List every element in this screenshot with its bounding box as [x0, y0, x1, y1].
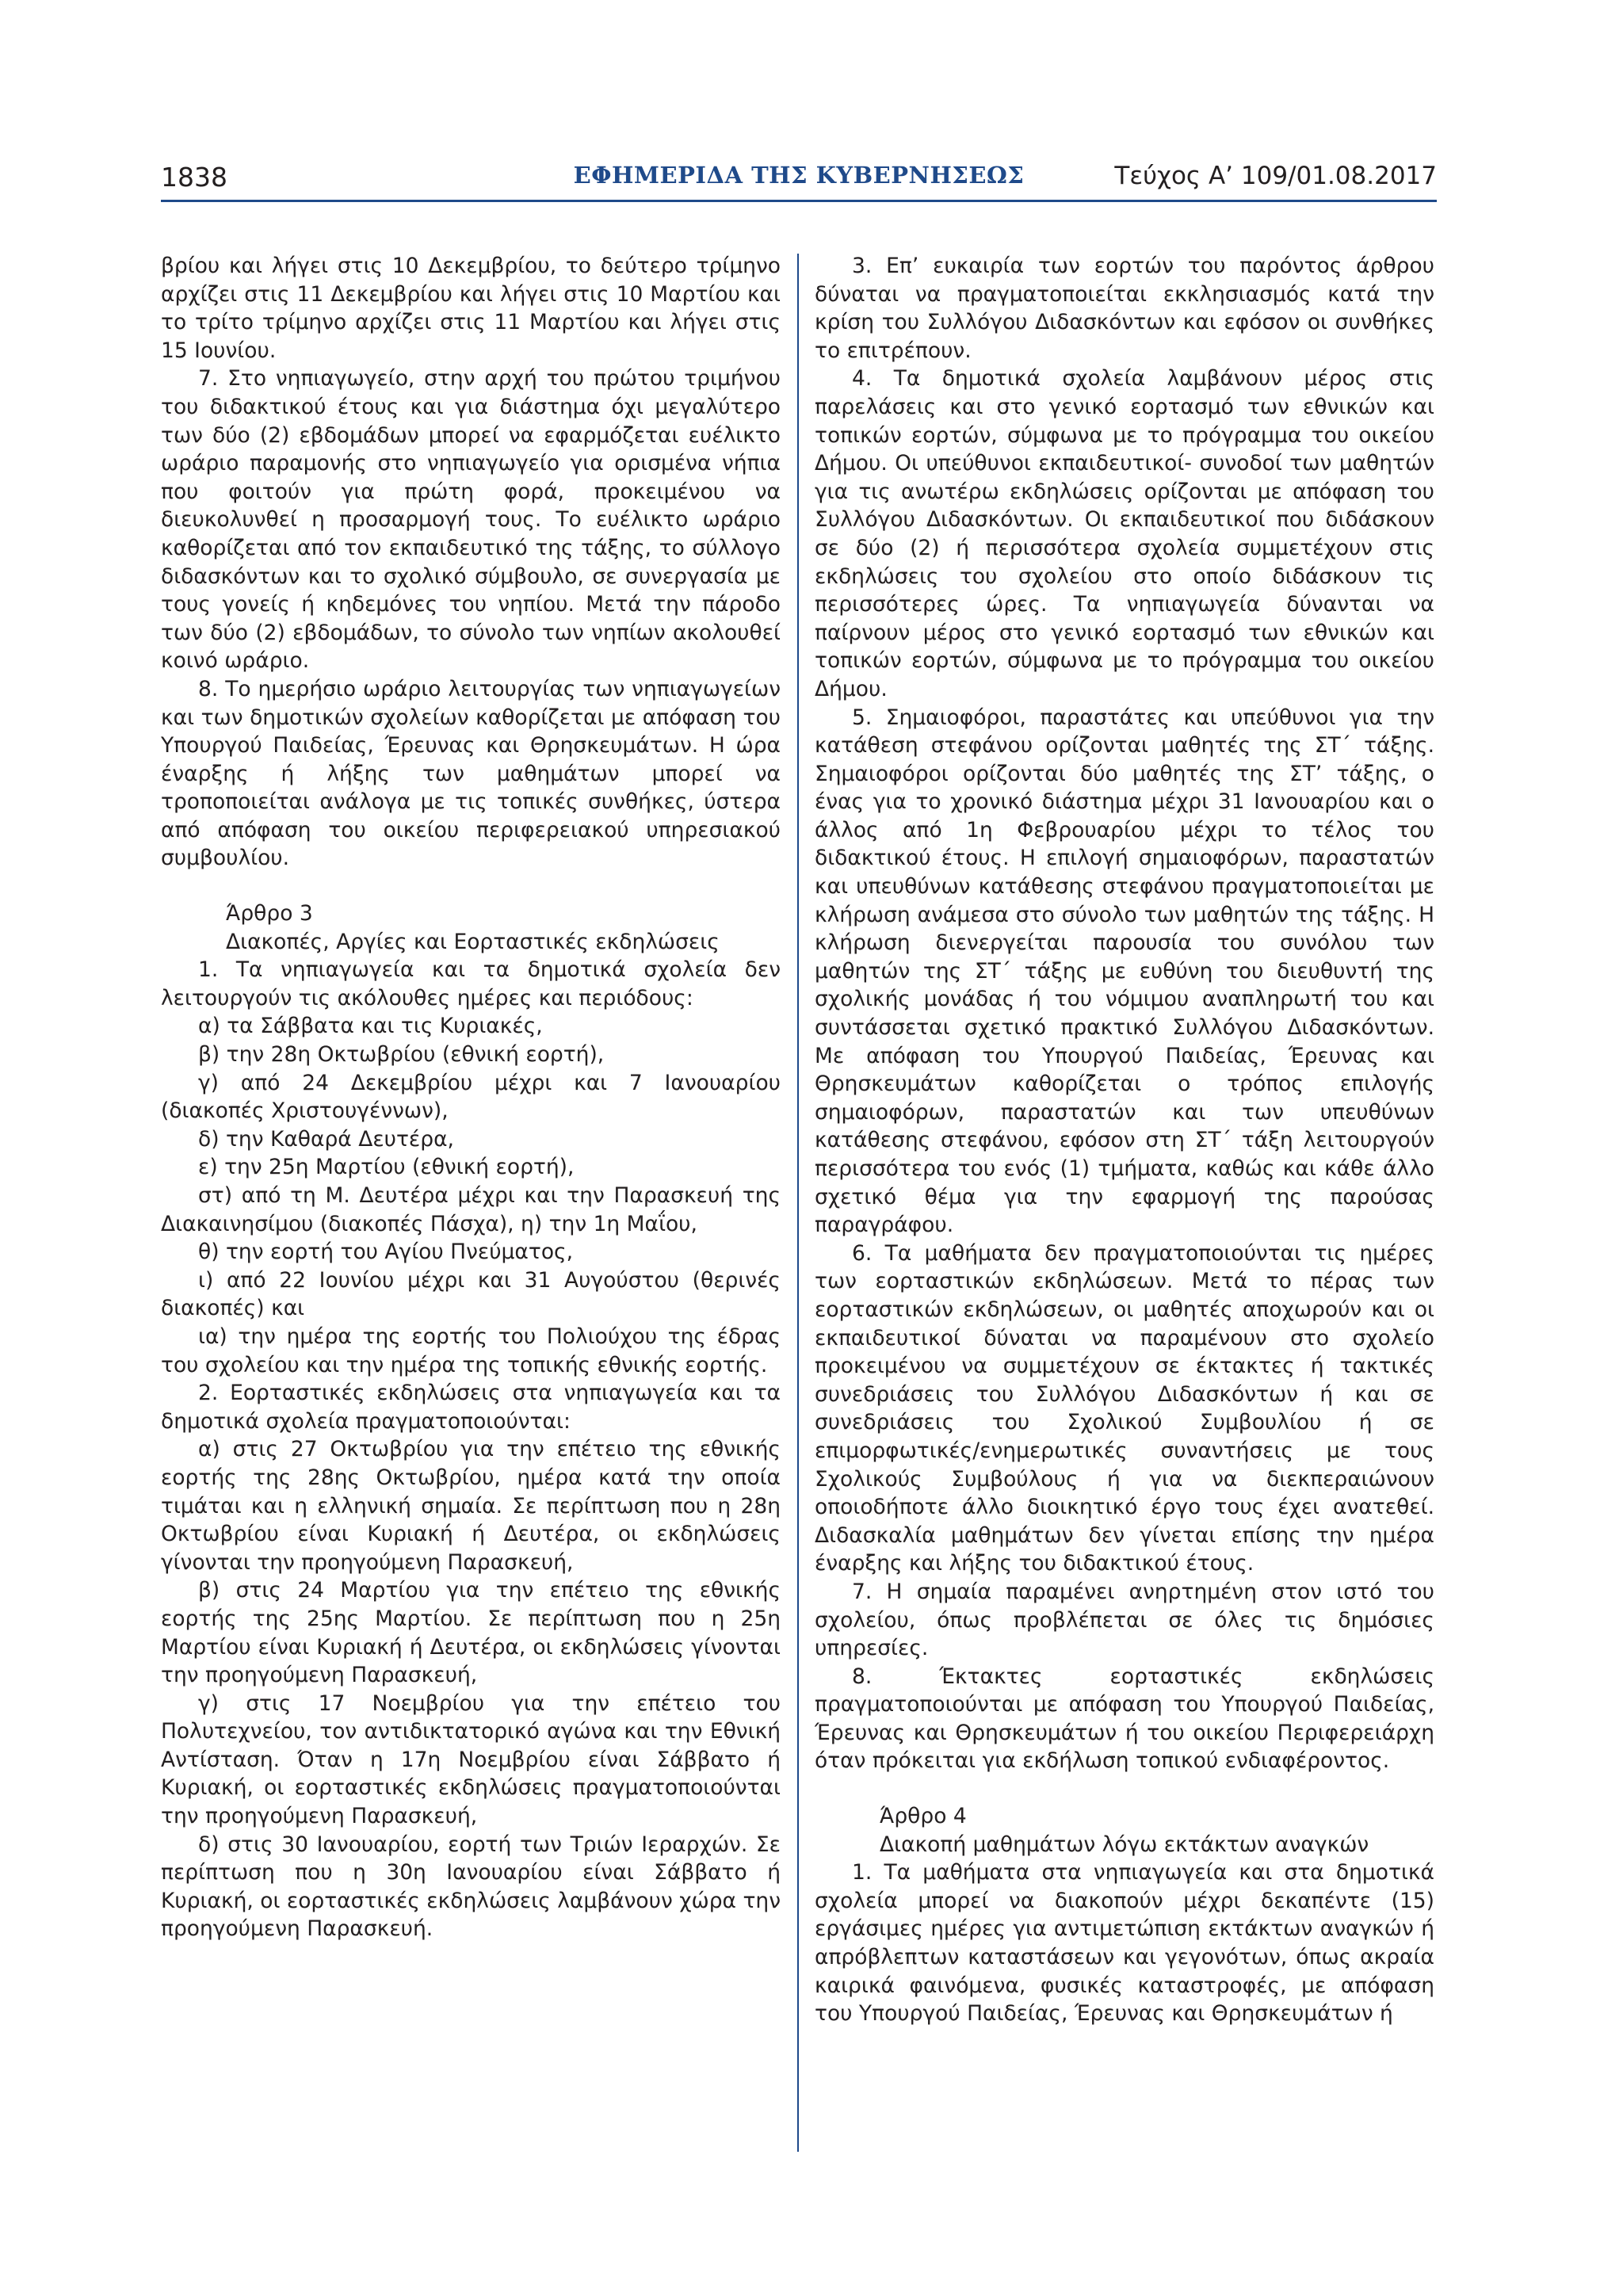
article-number: Άρθρο 4: [880, 1804, 967, 1829]
paragraph: 6. Τα μαθήματα δεν πραγματοποιούνται τις ημέρες των εορταστικών εκδηλώσεων. Μετά το πέρας των εορταστικών εκδηλώσεων, οι μαθητές αποχωρούν και οι εκπαιδευτικοί δύναται να παραμένουν στο σχολείο προκειμένου να συμμετέχουν σε έκτακτες ή τακτικές συνεδριάσεις του Συλλόγου Διδασκόντων ή και σε συνεδριάσεις του Σχολικού Συμβουλίου ή σε επιμορφωτικές/ενημερωτικές συναντήσεις με τους Σχολικούς Συμβούλους ή για να διεκπεραιώνουν οποιοδήποτε άλλο διοικητικό έργο τους έχει ανατεθεί. Διδασκαλία μαθημάτων δεν γίνεται επίσης την ημέρα έναρξης και λήξης του διδακτικού έτους.: [815, 1240, 1434, 1576]
list-item: α) στις 27 Οκτωβρίου για την επέτειο της εθνικής εορτής της 28ης Οκτωβρίου, ημέρα κατά την οποία τιμάται και η ελληνική σημαία. Σε περίπτωση που η 28η Οκτωβρίου είναι Κυριακή ή Δευτέρα, οι εκδηλώσεις γίνονται την προηγούμενη Παρασκευή,: [161, 1437, 781, 1575]
list-item: ε) την 25η Μαρτίου (εθνική εορτή),: [198, 1155, 575, 1180]
article-title: Διακοπές, Αργίες και Εορταστικές εκδηλώσεις: [226, 929, 720, 954]
paragraph: 1. Τα νηπιαγωγεία και τα δημοτικά σχολεία δεν λειτουργούν τις ακόλουθες ημέρες και περιόδους:: [161, 957, 781, 1010]
paragraph: βρίου και λήγει στις 10 Δεκεμβρίου, το δεύτερο τρίμηνο αρχίζει στις 11 Δεκεμβρίου και λήγει στις 10 Μαρτίου και το τρίτο τρίμηνο αρχίζει στις 11 Μαρτίου και λήγει στις 15 Ιουνίου.: [161, 254, 781, 363]
column-separator: [797, 254, 799, 2152]
header-rule: [161, 200, 1437, 202]
list-item: ι) από 22 Ιουνίου μέχρι και 31 Αυγούστου (θερινές διακοπές) και: [161, 1267, 781, 1321]
list-item: θ) την εορτή του Αγίου Πνεύματος,: [198, 1240, 574, 1265]
page-number: 1838: [161, 162, 227, 193]
paragraph: 3. Επ’ ευκαιρία των εορτών του παρόντος άρθρου δύναται να πραγματοποιείται εκκλησιασμός κατά την κρίση του Συλλόγου Διδασκόντων και εφόσον οι συνθήκες το επιτρέπουν.: [815, 254, 1434, 363]
list-item: στ) από τη Μ. Δευτέρα μέχρι και την Παρασκευή της Διακαινησίμου (διακοπές Πάσχα), η) την 1η Μαΐου,: [161, 1183, 781, 1236]
article-title: Διακοπή μαθημάτων λόγω εκτάκτων αναγκών: [880, 1832, 1369, 1857]
list-item: β) την 28η Οκτωβρίου (εθνική εορτή),: [198, 1042, 605, 1068]
issue-info: Τεύχος Α’ 109/01.08.2017: [1114, 162, 1437, 190]
list-item: γ) στις 17 Νοεμβρίου για την επέτειο του Πολυτεχνείου, τον αντιδικτατορικό αγώνα και την Εθνική Αντίσταση. Όταν η 17η Νοεμβρίου είναι Σάββατο ή Κυριακή, οι εορταστικές εκδηλώσεις πραγματοποιούνται την προηγούμενη Παρασκευή,: [161, 1690, 781, 1829]
list-item: β) στις 24 Μαρτίου για την επέτειο της εθνικής εορτής της 25ης Μαρτίου. Σε περίπτωση που η 25η Μαρτίου είναι Κυριακή ή Δευτέρα, οι εκδηλώσεις γίνονται την προηγούμενη Παρασκευή,: [161, 1578, 781, 1688]
list-item: δ) στις 30 Ιανουαρίου, εορτή των Τριών Ιεραρχών. Σε περίπτωση που η 30η Ιανουαρίου είναι Σάββατο ή Κυριακή, οι εορταστικές εκδηλώσεις λαμβάνουν χώρα την προηγούμενη Παρασκευή.: [161, 1832, 781, 1942]
paragraph: 7. Η σημαία παραμένει ανηρτημένη στον ιστό του σχολείου, όπως προβλέπεται σε όλες τις δημόσιες υπηρεσίες.: [815, 1579, 1434, 1661]
paragraph: 1. Τα μαθήματα στα νηπιαγωγεία και στα δημοτικά σχολεία μπορεί να διακοπούν μέχρι δεκαπέντε (15) εργάσιμες ημέρες για αντιμετώπιση εκτάκτων αναγκών ή απρόβλεπτων καταστάσεων και γεγονότων, όπως ακραία καιρικά φαινόμενα, φυσικές καταστροφές, με απόφαση του Υπουργού Παιδείας, Έρευνας και Θρησκευμάτων ή: [815, 1860, 1434, 2027]
paragraph: 7. Στο νηπιαγωγείο, στην αρχή του πρώτου τριμήνου του διδακτικού έτους και για διάστημα όχι μεγαλύτερο των δύο (2) εβδομάδων μπορεί να εφαρμόζεται ευέλικτο ωράριο παραμονής στο νηπιαγωγείο για ορισμένα νήπια που φοιτούν για πρώτη φορά, προκειμένου να διευκολυνθεί η προσαρμογή τους. Το ευέλικτο ωράριο καθορίζεται από τον εκπαιδευτικό της τάξης, το σύλλογο διδασκόντων και το σχολικό σύμβουλο, σε συνεργασία με τους γονείς ή κηδεμόνες του νηπίου. Μετά την πάροδο των δύο (2) εβδομάδων, το σύνολο των νηπίων ακολουθεί κοινό ωράριο.: [161, 366, 781, 674]
paragraph: 4. Τα δημοτικά σχολεία λαμβάνουν μέρος στις παρελάσεις και στο γενικό εορτασμό των εθνικών και τοπικών εορτών, σύμφωνα με το πρόγραμμα του οικείου Δήμου. Οι υπεύθυνοι εκπαιδευτικοί- συνοδοί των μαθητών για τις ανωτέρω εκδηλώσεις ορίζονται με απόφαση του Συλλόγου Διδασκόντων. Οι εκπαιδευτικοί που διδάσκουν σε δύο (2) ή περισσότερα σχολεία συμμετέχουν στις εκδηλώσεις του σχολείου στο οποίο διδάσκουν τις περισσότερες ώρες. Τα νηπιαγωγεία δύνανται να παίρνουν μέρος στο γενικό εορτασμό των εθνικών και τοπικών εορτών, σύμφωνα με το πρόγραμμα του οικείου Δήμου.: [815, 366, 1434, 701]
paragraph: 5. Σημαιοφόροι, παραστάτες και υπεύθυνοι για την κατάθεση στεφάνου ορίζονται μαθητές της ΣΤ΄ τάξης. Σημαιοφόροι ορίζονται δύο μαθητές της ΣΤ’ τάξης, ο ένας για το χρονικό διάστημα μέχρι 31 Ιανουαρίου και ο άλλος από 1η Φεβρουαρίου μέχρι το τέλος του διδακτικού έτους. Η επιλογή σημαιοφόρων, παραστατών και υπευθύνων κατάθεσης στεφάνου πραγματοποιείται με κλήρωση ανάμεσα στο σύνολο των μαθητών της τάξης. Η κλήρωση διενεργείται παρουσία του συνόλου των μαθητών της ΣΤ΄ τάξης με ευθύνη του διευθυντή της σχολικής μονάδας ή του νόμιμου αναπληρωτή του και συντάσσεται σχετικό πρακτικό Συλλόγου Διδασκόντων. Με απόφαση του Υπουργού Παιδείας, Έρευνας και Θρησκευμάτων καθορίζεται ο τρόπος επιλογής σημαιοφόρων, παραστατών και των υπευθύνων κατάθεσης στεφάνου, εφόσον στη ΣΤ΄ τάξη λειτουργούν περισσότερα του ενός (1) τμήματα, καθώς και κάθε άλλο σχετικό θέμα για την εφαρμογή της παρούσας παραγράφου.: [815, 705, 1434, 1238]
left-column: [161, 252, 781, 1943]
list-item: δ) την Καθαρά Δευτέρα,: [198, 1126, 454, 1152]
journal-title: ΕΦΗΜΕΡΙΔΑ ΤΗΣ ΚΥΒΕΡΝΗΣΕΩΣ: [573, 162, 1025, 189]
paragraph: 2. Εορταστικές εκδηλώσεις στα νηπιαγωγεία και τα δημοτικά σχολεία πραγματοποιούνται:: [161, 1381, 781, 1434]
page-header: [161, 159, 1437, 197]
list-item: α) τα Σάββατα και τις Κυριακές,: [198, 1014, 543, 1039]
paragraph: 8. Το ημερήσιο ωράριο λειτουργίας των νηπιαγωγείων και των δημοτικών σχολείων καθορίζεται με απόφαση του Υπουργού Παιδείας, Έρευνας και Θρησκευμάτων. Η ώρα έναρξης ή λήξης των μαθημάτων μπορεί να τροποποιείται ανάλογα με τις τοπικές συνθήκες, ύστερα από απόφαση του οικείου περιφερειακού υπηρεσιακού συμβουλίου.: [161, 676, 781, 871]
article-number: Άρθρο 3: [226, 901, 313, 926]
list-item: γ) από 24 Δεκεμβρίου μέχρι και 7 Ιανουαρίου (διακοπές Χριστουγέννων),: [161, 1070, 781, 1124]
right-column: [815, 252, 1434, 2028]
paragraph: 8. Έκτακτες εορταστικές εκδηλώσεις πραγματοποιούνται με απόφαση του Υπουργού Παιδείας, Έρευνας και Θρησκευμάτων ή του οικείου Περιφερειάρχη όταν πρόκειται για εκδήλωση τοπικού ενδιαφέροντος.: [815, 1664, 1434, 1774]
list-item: ια) την ημέρα της εορτής του Πολιούχου της έδρας του σχολείου και την ημέρα της τοπικής εθνικής εορτής.: [161, 1324, 781, 1377]
